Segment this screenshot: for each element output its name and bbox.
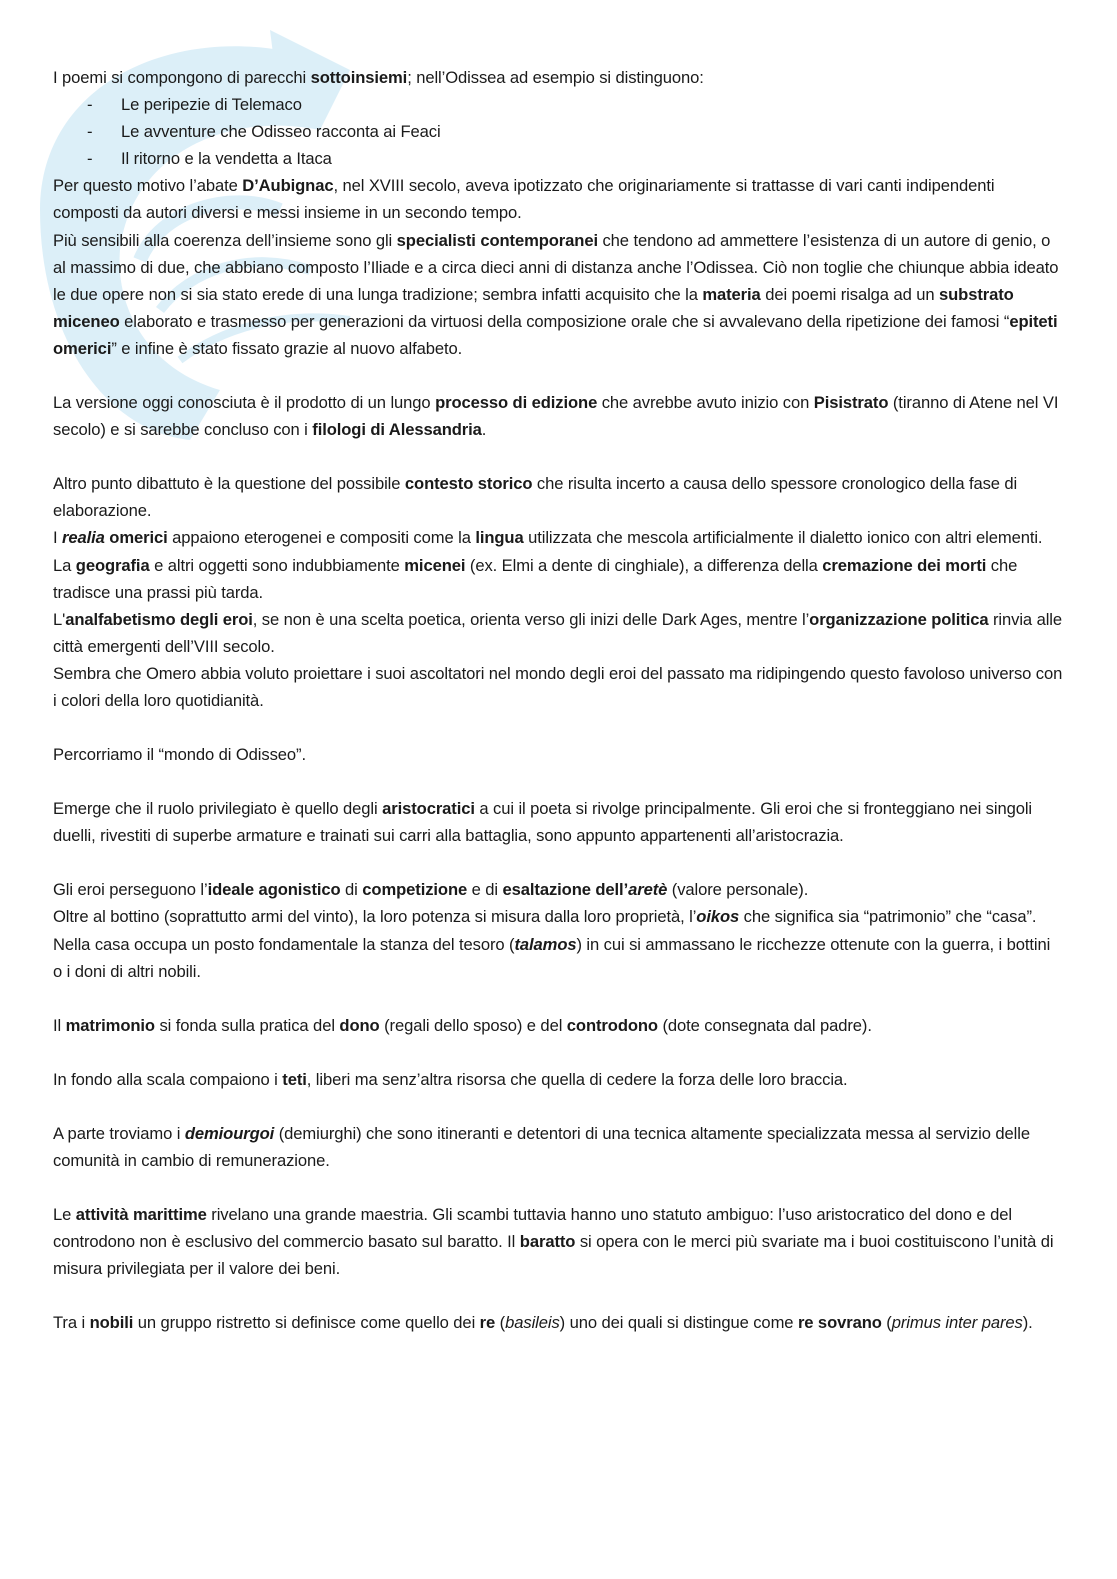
paragraph: Altro punto dibattuto è la questione del possibile contesto storico che risulta incerto a causa dello spessore cronologico della fase di elaborazione. bbox=[53, 474, 1018, 521]
paragraph-intro: I poemi si compongono di parecchi sottoinsiemi; nell’Odissea ad esempio si distinguono: bbox=[53, 68, 704, 87]
paragraph: Le attività marittime rivelano una grande maestria. Gli scambi tuttavia hanno uno statuto ambiguo: l’uso aristocratico del dono e del controdono non è esclusivo del commercio basato sul baratto. Il baratto si opera con le merci più svariate ma i buoi costituiscono l’unità di misura privilegiata per il valore dei beni. bbox=[53, 1205, 1054, 1279]
paragraph: Sembra che Omero abbia voluto proiettare i suoi ascoltatori nel mondo degli eroi del passato ma ridipingendo questo favoloso universo con i colori della loro quotidianità. bbox=[53, 663, 1063, 710]
paragraph: Emerge che il ruolo privilegiato è quello degli aristocratici a cui il poeta si rivolge principalmente. Gli eroi che si fronteggiano nei singoli duelli, rivestiti di superbe armature e trainati sui carri alla battaglia, sono appunto appartenenti all’aristocrazia. bbox=[53, 799, 1033, 846]
list-item: - Il ritorno e la vendetta a Itaca bbox=[53, 145, 1063, 172]
paragraph: In fondo alla scala compaiono i teti, liberi ma senz’altra risorsa che quella di cedere la forza delle loro braccia. bbox=[53, 1069, 848, 1089]
subsets-list bbox=[53, 91, 1063, 172]
paragraph: Percorriamo il “mondo di Odisseo”. bbox=[53, 745, 306, 765]
paragraph: Tra i nobili un gruppo ristretto si definisce come quello dei re (basileis) uno dei quali si distingue come re sovrano (primus inter pares). bbox=[53, 1313, 1033, 1333]
paragraph: A parte troviamo i demiourgoi (demiurghi) che sono itineranti e detentori di una tecnica altamente specializzata messa al servizio delle comunità in cambio di remunerazione. bbox=[53, 1123, 1030, 1170]
paragraph: Oltre al bottino (soprattutto armi del vinto), la loro potenza si misura dalla loro proprietà, l’oikos che significa sia “patrimonio” che “casa”. bbox=[53, 907, 1037, 927]
document-body bbox=[53, 64, 1063, 1336]
list-item: - Le avventure che Odisseo racconta ai Feaci bbox=[53, 118, 1063, 145]
paragraph: Il matrimonio si fonda sulla pratica del dono (regali dello sposo) e del controdono (dote consegnata dal padre). bbox=[53, 1015, 872, 1035]
paragraph: Più sensibili alla coerenza dell’insieme sono gli specialisti contemporanei che tendono ad ammettere l’esistenza di un autore di genio, o al massimo di due, che abbiano composto l’Iliade e a circa dieci anni di distanza anche l’Odissea. Ciò non toglie che chiunque abbia ideato le due opere non si sia stato erede di una lunga tradizione; sembra infatti acquisito che la materia dei poemi risalga ad un substrato miceneo elaborato e trasmesso per generazioni da virtuosi della composizione orale che si avvalevano della ripetizione dei famosi “epiteti omerici” e infine è stato fissato grazie al nuovo alfabeto. bbox=[53, 230, 1059, 358]
paragraph: Nella casa occupa un posto fondamentale la stanza del tesoro (talamos) in cui si ammassano le ricchezze ottenute con la guerra, i bottini o i doni di altri nobili. bbox=[53, 934, 1051, 981]
paragraph: La versione oggi conosciuta è il prodotto di un lungo processo di edizione che avrebbe avuto inizio con Pisistrato (tiranno di Atene nel VI secolo) e si sarebbe concluso con i filologi di Alessandria. bbox=[53, 393, 1059, 440]
paragraph: Per questo motivo l’abate D’Aubignac, nel XVIII secolo, aveva ipotizzato che originariamente si trattasse di vari canti indipendenti composti da autori diversi e messi insieme in un secondo tempo. bbox=[53, 176, 995, 223]
paragraph: Gli eroi perseguono l’ideale agonistico di competizione e di esaltazione dell’aretè (valore personale). bbox=[53, 880, 809, 900]
paragraph: I realia omerici appaiono eterogenei e compositi come la lingua utilizzata che mescola artificialmente il dialetto ionico con altri elementi. bbox=[53, 528, 1043, 548]
list-item: - Le peripezie di Telemaco bbox=[53, 91, 1063, 118]
paragraph: L'analfabetismo degli eroi, se non è una scelta poetica, orienta verso gli inizi delle Dark Ages, mentre l’organizzazione politica rinvia alle città emergenti dell’VIII secolo. bbox=[53, 609, 1063, 656]
paragraph: La geografia e altri oggetti sono indubbiamente micenei (ex. Elmi a dente di cinghiale), a differenza della cremazione dei morti che tradisce una prassi più tarda. bbox=[53, 555, 1018, 602]
